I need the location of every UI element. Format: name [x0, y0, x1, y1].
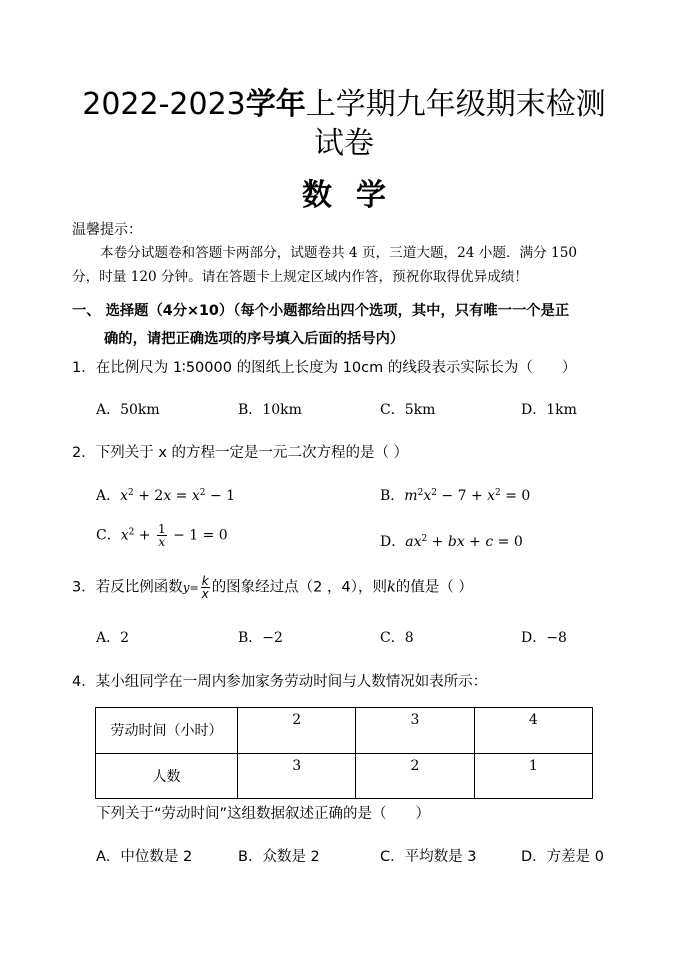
exam-title: 2022-2023学年上学期九年级期末检测 [82, 87, 606, 122]
q1-option-c: C．5km [380, 402, 436, 418]
section-1-heading-cont: 确的，请把正确选项的序号填入后面的括号内） [104, 331, 405, 347]
q1-option-d: D．1km [521, 402, 577, 418]
q3-option-b: B．−2 [238, 630, 283, 646]
question-1-stem: 1．在比例尺为 1∶50000 的图纸上长度为 10cm 的线段表示实际长为（ ） [72, 360, 577, 376]
labor-time-table [95, 707, 593, 799]
q2-option-a: A．$x^2 + 2x = x^2 - 1$ [96, 488, 236, 504]
table-cell: 3 [238, 753, 356, 799]
q3-option-c: C．8 [380, 630, 414, 646]
q4-option-c: C．平均数是 3 [380, 849, 477, 865]
table-row [96, 753, 593, 799]
q4-option-b: B．众数是 2 [238, 849, 320, 865]
q3-option-d: D．−8 [521, 630, 567, 646]
question-4-stem: 4．某小组同学在一周内参加家务劳动时间与人数情况如表所示： [72, 674, 488, 690]
table-header-people: 人数 [96, 753, 238, 799]
table-cell: 3 [356, 708, 474, 754]
table-row [96, 708, 593, 754]
table-cell: 4 [474, 708, 592, 754]
notice-label: 温馨提示： [72, 222, 142, 238]
q2-option-b: B．$m^2x^2 - 7 + x^2 = 0$ [380, 488, 531, 504]
q2-option-c: C．$x^2$ + $\frac{1}{x}$ − 1 = 0 [96, 522, 228, 549]
q3-option-a: A．2 [96, 630, 130, 646]
q1-option-b: B．10km [238, 402, 302, 418]
question-3-stem: 3．若反比例函数y= $\frac{k}{x}$ 的图象经过点（2 ，4），则k的值是（ ） [72, 574, 473, 601]
q4-option-a: A．中位数是 2 [96, 849, 193, 865]
question-4-followup: 下列关于“劳动时间”这组数据叙述正确的是（ ） [96, 806, 431, 822]
q1-option-a: A．50km [96, 402, 160, 418]
table-cell: 2 [238, 708, 356, 754]
table-header-hours: 劳动时间（小时） [96, 708, 238, 754]
q4-option-d: D．方差是 0 [521, 849, 604, 865]
table-cell: 1 [474, 753, 592, 799]
q2-option-d: D．$ax^2$ + bx + c = 0 [380, 534, 523, 550]
exam-title-line2: 试卷 [314, 126, 374, 161]
notice-line1: 本卷分试题卷和答题卡两部分，试题卷共 4 页，三道大题，24 小题．满分 150 [100, 245, 577, 261]
notice-line2: 分，时量 120 分钟。请在答题卡上规定区域内作答，预祝你取得优异成绩！ [72, 269, 528, 285]
table-cell: 2 [356, 753, 474, 799]
question-2-stem: 2．下列关于 x 的方程一定是一元二次方程的是（ ） [72, 445, 409, 461]
section-1-heading: 一、 选择题（4分×10）（每个小题都给出四个选项，其中，只有唯一一个是正 [72, 303, 570, 319]
subject-title: 数学 [302, 178, 410, 213]
